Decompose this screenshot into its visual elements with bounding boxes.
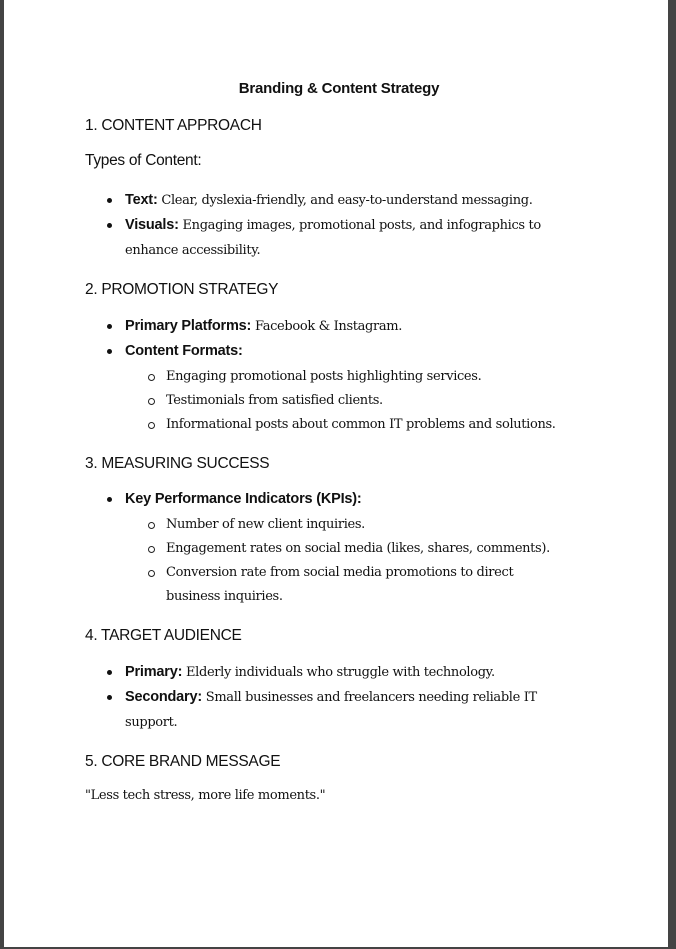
bullet-text: Clear, dyslexia-friendly, and easy-to-understand messaging. bbox=[157, 193, 533, 208]
section-heading-core-brand-message: 5. CORE BRAND MESSAGE bbox=[85, 753, 281, 770]
bullet-label: Secondary: bbox=[125, 689, 202, 705]
bullet-label: Text: bbox=[125, 192, 158, 208]
circle-bullet-icon bbox=[148, 546, 155, 553]
bullet-icon bbox=[107, 324, 112, 329]
circle-bullet-icon bbox=[148, 422, 155, 429]
bullet-icon bbox=[107, 198, 112, 203]
bullet-text: Facebook & Instagram. bbox=[251, 319, 403, 334]
sub-item-text: Testimonials from satisfied clients. bbox=[166, 393, 383, 408]
bullet-label: Primary Platforms: bbox=[125, 318, 252, 334]
bullet-icon bbox=[107, 223, 112, 228]
sub-item-text: Conversion rate from social media promotions to direct business inquiries. bbox=[166, 565, 514, 604]
bullet-text: Elderly individuals who struggle with technology. bbox=[182, 665, 495, 680]
circle-bullet-icon bbox=[148, 374, 155, 381]
bullet-label: Content Formats: bbox=[125, 343, 243, 359]
bullet-icon bbox=[107, 695, 112, 700]
bullet-label: Key Performance Indicators (KPIs): bbox=[125, 491, 362, 507]
section-heading-measuring-success: 3. MEASURING SUCCESS bbox=[85, 455, 270, 472]
document-page bbox=[4, 0, 668, 947]
bullet-text: Engaging images, promotional posts, and infographics to enhance accessibility. bbox=[125, 218, 541, 258]
circle-bullet-icon bbox=[148, 398, 155, 405]
bullet-text: Small businesses and freelancers needing reliable IT support. bbox=[125, 690, 537, 730]
bullet-icon bbox=[107, 349, 112, 354]
section-heading-promotion-strategy: 2. PROMOTION STRATEGY bbox=[85, 281, 279, 298]
document-title: Branding & Content Strategy bbox=[238, 80, 440, 97]
brand-message-quote: "Less tech stress, more life moments." bbox=[85, 788, 326, 803]
circle-bullet-icon bbox=[148, 522, 155, 529]
bullet-icon bbox=[107, 670, 112, 675]
sub-item-text: Informational posts about common IT problems and solutions. bbox=[166, 417, 556, 432]
bullet-icon bbox=[107, 497, 112, 502]
sub-item-text: Engagement rates on social media (likes, shares, comments). bbox=[166, 541, 550, 556]
section-heading-content-approach: 1. CONTENT APPROACH bbox=[85, 117, 262, 134]
section-heading-target-audience: 4. TARGET AUDIENCE bbox=[85, 627, 242, 644]
bullet-label: Visuals: bbox=[125, 217, 179, 233]
types-of-content-label: Types of Content: bbox=[85, 152, 202, 169]
circle-bullet-icon bbox=[148, 570, 155, 577]
bullet-label: Primary: bbox=[125, 664, 183, 680]
sub-item-text: Number of new client inquiries. bbox=[166, 517, 365, 532]
sub-item-text: Engaging promotional posts highlighting services. bbox=[166, 369, 482, 384]
